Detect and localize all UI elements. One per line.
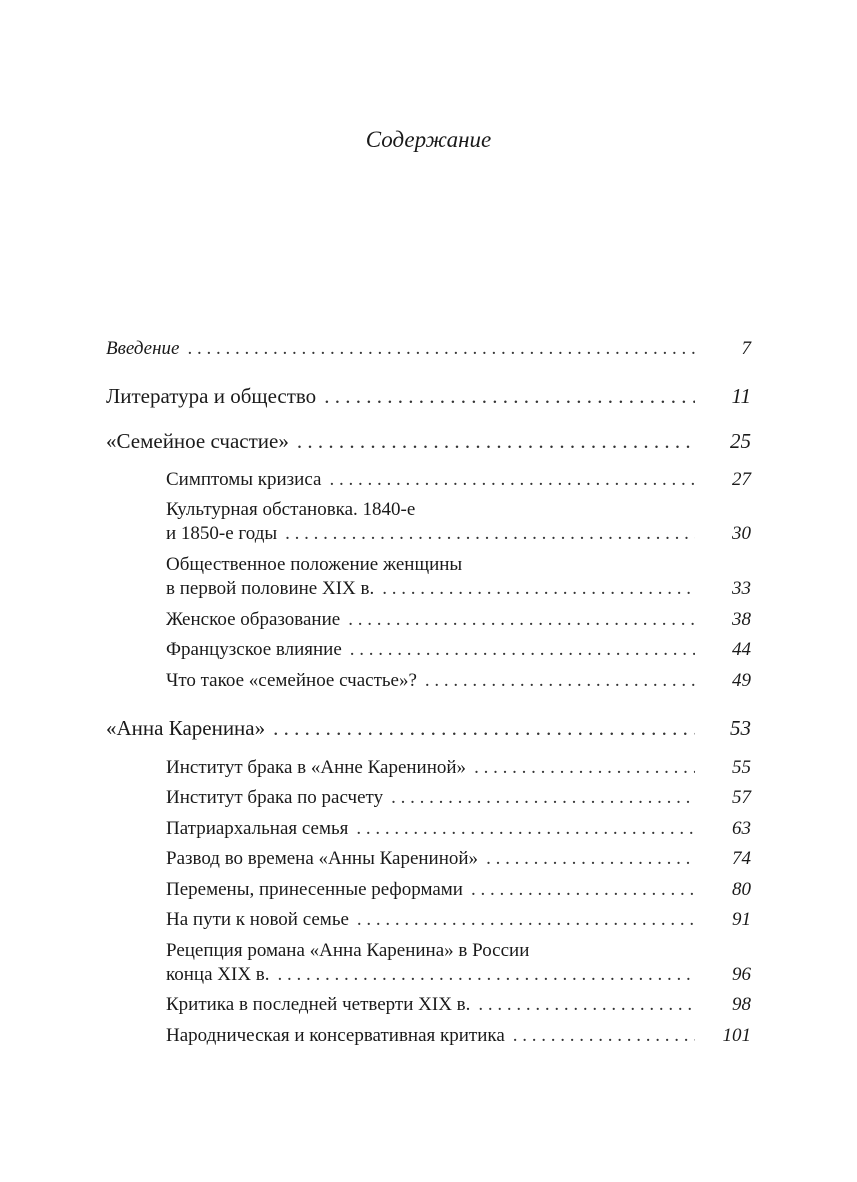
toc-page-number: 44 [732, 639, 751, 660]
toc-entry-label: Развод во времена «Анны Карениной» [166, 848, 479, 869]
toc-entry-label: Симптомы кризиса [166, 469, 322, 490]
dot-leader [350, 638, 695, 662]
toc-entry-section[interactable] [166, 817, 751, 841]
toc-entry-label: На пути к новой семье [166, 909, 349, 930]
toc-entry-introduction[interactable] [106, 337, 751, 361]
toc-entry-chapter[interactable] [106, 716, 751, 740]
dot-leader [348, 608, 695, 632]
toc-entry-section[interactable] [166, 1024, 751, 1048]
toc-entry-section[interactable] [166, 963, 751, 987]
toc-entry-label: «Семейное счастие» [106, 429, 289, 453]
toc-page-number: 91 [732, 909, 751, 930]
dot-leader [391, 786, 695, 810]
toc-entry-label: Институт брака в «Анне Карениной» [166, 757, 467, 778]
toc-entry-label: в первой половине XIX в. [166, 578, 375, 599]
toc-entry-chapter[interactable] [106, 384, 751, 408]
toc-entry-label: «Анна Каренина» [106, 716, 266, 740]
toc-entry-label: Народническая и консервативная критика [166, 1025, 505, 1046]
page-title: Содержание [365, 127, 492, 152]
toc-page-number: 49 [732, 670, 751, 691]
dot-leader [382, 577, 695, 601]
dot-leader [285, 522, 695, 546]
toc-entry-section[interactable] [166, 669, 751, 693]
toc-page-number: 25 [730, 429, 751, 453]
toc-page-number: 53 [730, 716, 751, 740]
toc-entry-section-line1[interactable]: Общественное положение женщины [166, 554, 463, 575]
dot-leader [356, 817, 695, 841]
toc-entry-label: Критика в последней четверти XIX в. [166, 994, 471, 1015]
toc-entry-label: Литература и общество [106, 384, 317, 408]
toc-entry-label: и 1850-е годы [166, 523, 278, 544]
toc-page-number: 11 [731, 384, 751, 408]
dot-leader [513, 1024, 695, 1048]
dot-leader [187, 337, 695, 361]
toc-entry-label: Патриархальная семья [166, 818, 349, 839]
toc-page-number: 80 [732, 879, 751, 900]
toc-page-number: 57 [732, 787, 751, 808]
dot-leader [297, 429, 695, 453]
toc-page-number: 74 [732, 848, 751, 869]
dot-leader [278, 963, 695, 987]
toc-entry-label: Перемены, принесенные реформами [166, 879, 463, 900]
dot-leader [471, 878, 695, 902]
toc-entry-label: конца XIX в. [166, 964, 270, 985]
toc-page-number: 38 [732, 609, 751, 630]
toc-entry-chapter[interactable] [106, 429, 751, 453]
toc-entry-section[interactable] [166, 756, 751, 780]
toc-entry-section[interactable] [166, 577, 751, 601]
dot-leader [273, 716, 695, 740]
dot-leader [474, 756, 695, 780]
toc-page-number: 7 [741, 338, 751, 359]
dot-leader [357, 908, 695, 932]
toc-page-number: 101 [722, 1025, 751, 1046]
dot-leader [324, 384, 695, 408]
toc-page-number: 33 [732, 578, 751, 599]
toc-page-number: 30 [732, 523, 751, 544]
toc-entry-label: Что такое «семейное счастье»? [166, 670, 417, 691]
toc-entry-section-line1[interactable]: Рецепция романа «Анна Каренина» в России [166, 940, 530, 961]
dot-leader [425, 669, 695, 693]
toc-entry-label: Введение [106, 338, 180, 359]
toc-entry-section[interactable] [166, 847, 751, 871]
toc-entry-section[interactable] [166, 908, 751, 932]
toc-entry-section-line1[interactable]: Культурная обстановка. 1840-е [166, 499, 416, 520]
toc-entry-section[interactable] [166, 522, 751, 546]
toc-entry-section[interactable] [166, 608, 751, 632]
toc-page-number: 63 [732, 818, 751, 839]
toc-entry-section[interactable] [166, 638, 751, 662]
toc-page-number: 98 [732, 994, 751, 1015]
dot-leader [329, 468, 695, 492]
toc-entry-label: Французское влияние [166, 639, 342, 660]
toc-entry-section[interactable] [166, 878, 751, 902]
toc-entry-section[interactable] [166, 993, 751, 1017]
toc-entry-section[interactable] [166, 786, 751, 810]
toc-page-number: 96 [732, 964, 751, 985]
toc-page-number: 55 [732, 757, 751, 778]
toc-entry-label: Женское образование [166, 609, 341, 630]
toc-entry-section[interactable] [166, 468, 751, 492]
toc-page-number: 27 [732, 469, 751, 490]
toc-entry-label: Институт брака по расчету [166, 787, 384, 808]
dot-leader [486, 847, 695, 871]
dot-leader [478, 993, 695, 1017]
